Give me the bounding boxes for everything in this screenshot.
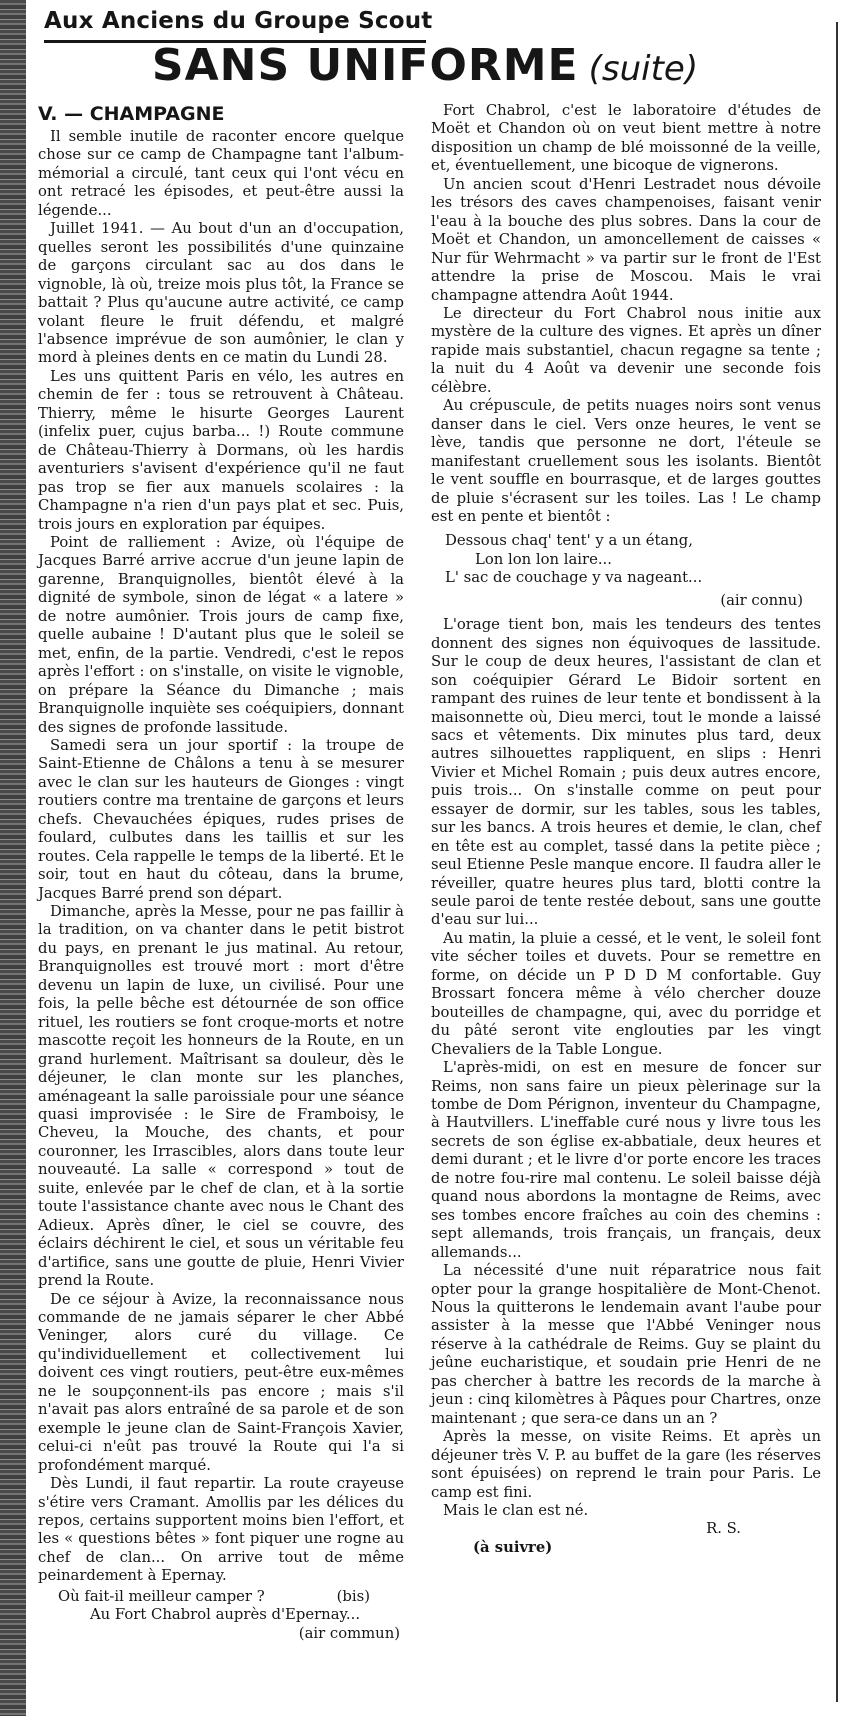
- section-kicker: Aux Anciens du Groupe Scout: [44, 8, 433, 34]
- verse-line: Au Fort Chabrol auprès d'Epernay...: [90, 1606, 361, 1624]
- author-signature: R. S.: [706, 1520, 741, 1538]
- paragraph: Au matin, la pluie a cessé, et le vent, le soleil font vite sécher toiles et duvets. Pour se remettre en forme, on décide un P D D M confortable. Guy Brossart foncera même à vélo chercher douze bouteilles de champagne, qui, avec du porridge et du pâté seront vite englouties par les vingt Chevaliers de la Table Longue.: [431, 929, 821, 1058]
- headline: [0, 40, 850, 91]
- verse-bis: (bis): [336, 1587, 370, 1605]
- paragraph: L'orage tient bon, mais les tendeurs des tentes donnent des signes non équivoques de lassitude. Sur le coup de deux heures, l'assistant de clan et son coéquipier Gérard Le Bidoir sortent en rampant des ruines de leur tente et bondissent à la maisonnette où, Dieu merci, tout le monde a laissé sacs et vêtements. Dix minutes plus tard, deux autres silhouettes rappliquent, en slips : Henri Vivier et Michel Romain ; puis deux autres encore, puis trois... On s'installe comme on peut pour essayer de dormir, sur les tables, sous les tables, sur les bancs. A trois heures et demie, le clan, chef en tête est au complet, tassé dans la petite pièce ; seul Etienne Pesle manque encore. Il faudra aller le réveiller, quatre heures plus tard, blotti contre la seule paroi de tente restée debout, sans une goutte d'eau sur lui...: [431, 616, 821, 929]
- song-note: (air connu): [720, 591, 803, 609]
- paragraph: Fort Chabrol, c'est le laboratoire d'études de Moët et Chandon où on veut bient mettre à notre disposition un champ de blé moissonné de la veille, et, éventuellement, une bicoque de vignerons.: [431, 102, 821, 175]
- paragraph: Au crépuscule, de petits nuages noirs sont venus danser dans le ciel. Vers onze heures, le vent se lève, tandis que personne ne dort, l'éteule se manifestant cruellement sous les isolants. Bientôt le vent souffle en bourrasque, et de larges gouttes de pluie s'écrasent sur les toiles. Las ! Le champ est en pente et bientôt :: [431, 397, 821, 525]
- headline-subtitle: (suite): [588, 49, 699, 89]
- paragraph: L'après-midi, on est en mesure de foncer sur Reims, non sans faire un pieux pèlerinage sur la tombe de Dom Pérignon, inventeur du Champagne, à Hautvillers. L'ineffable curé nous y livre tous les secrets de son église ex-abbatiale, deux heures et demi durant ; et le livre d'or porte encore les traces de notre fou-rire mal contenu. Le soleil baisse déjà quand nous abordons la montagne de Reims, avec ses tombes encore fraîches au coin des chemins : sept allemands, trois français, un français, deux allemands...: [431, 1059, 821, 1261]
- paragraph: Le directeur du Fort Chabrol nous initie aux mystère de la culture des vignes. Et après un dîner rapide mais substantiel, chacun regagne sa tente ; la nuit du 4 Août va devenir une seconde fois célèbre.: [431, 304, 821, 396]
- verse-text: Où fait-il meilleur camper ?: [58, 1587, 265, 1605]
- paragraph: La nécessité d'une nuit réparatrice nous fait opter pour la grange hospitalière de Mont-Chenot. Nous la quitterons le lendemain avant l'aube pour assister à la messe que l'Abbé Veninger nous réserve à la cathédrale de Reims. Guy se plaint du jeûne eucharistique, et soudain prie Henri de ne pas chercher à battre les records de la marche à jeun : cinq kilomètres à Pâques pour Chartres, onze maintenant ; que sera-ce dans un an ?: [431, 1262, 821, 1427]
- paragraph: De ce séjour à Avize, la reconnaissance nous commande de ne jamais séparer le cher Abbé Veninger, alors curé du village. Ce qu'individuellement et collectivement lui doivent ces vingt routiers, peut-être eux-mêmes ne le soupçonnent-ils pas encore ; mais s'il n'avait pas alors entraîné de sa parole et de son exemple le jeune clan de Saint-François Xavier, celui-ci n'eût pas trouvé la Route qui l'a si profondément marqué.: [38, 1290, 404, 1474]
- continued-note: (à suivre): [473, 1538, 553, 1556]
- paragraph: Il semble inutile de raconter encore quelque chose sur ce camp de Champagne tant l'album-mémorial a circulé, tant ceux qui l'ont vécu en ont retracé les épisodes, et peut-être aussi la légende...: [38, 128, 404, 219]
- column-rule: [836, 22, 838, 1702]
- paragraph: Mais le clan est né.: [443, 1501, 589, 1519]
- chapter-heading: V. — CHAMPAGNE: [38, 103, 225, 125]
- scan-left-edge: [0, 0, 26, 1716]
- left-column: [38, 102, 404, 1645]
- verse-line: [38, 1588, 404, 1606]
- paragraph: Après la messe, on visite Reims. Et après un déjeuner très V. P. au buffet de la gare (les réserves sont épuisées) on reprend le train pour Paris. Le camp est fini.: [431, 1428, 821, 1501]
- paragraph: Un ancien scout d'Henri Lestradet nous dévoile les trésors des caves champenoises, faisant venir l'eau à la bouche des plus sobres. Dans la cour de Moët et Chandon, un amoncellement de caisses « Nur für Wehrmacht » va partir sur le front de l'Est attendre la prise de Moscou. Mais le vrai champagne attendra Août 1944.: [431, 175, 821, 304]
- paragraph: Point de ralliement : Avize, où l'équipe de Jacques Barré arrive accrue d'un jeune lapin de garenne, Branquignolles, bientôt élevé à la dignité de symbole, sinon de légat « a latere » de notre aumônier. Trois jours de camp fixe, quelle aubaine ! D'autant plus que le soleil se met, enfin, de la partie. Vendredi, c'est le repos après l'effort : on s'installe, on visite le vignoble, on prépare la Séance du Dimanche ; mais Branquignolle inquiète ses coéquipiers, donnant des signes de profonde lassitude.: [38, 533, 404, 736]
- paragraph: Juillet 1941. — Au bout d'un an d'occupation, quelles seront les possibilités d'une quinzaine de garçons circulant sac au dos dans le vignoble, là où, treize mois plus tôt, la France se battait ? Plus qu'aucune autre activité, ce camp volant fleure le fruit défendu, et malgré l'absence imprévue de son aumônier, le clan y mord à pleines dents en ce matin du Lundi 28.: [38, 220, 404, 367]
- paragraph: Dimanche, après la Messe, pour ne pas faillir à la tradition, on va chanter dans le petit bistrot du pays, en prenant le jus matinal. Au retour, Branquignolles est trouvé mort : mort d'être devenu un lapin de luxe, un civilisé. Pour une fois, la pelle bêche est détournée de son office rituel, les routiers se font croque-morts et notre mascotte reçoit les honneurs de la Route, en un grand hurlement. Maîtrisant sa douleur, dès le déjeuner, le clan monte sur les planches, aménageant la salle paroissiale pour une séance quasi improvisée : le Sire de Framboisy, le Cheveu, la Mouche, des chants, et pour couronner, les Irrascibles, alors dans toute leur nouveauté. La salle « correspond » tout de suite, enlevée par le chef de clan, et à la sortie toute l'assistance chante avec nous le Chant des Adieux. Après dîner, le ciel se couvre, des éclairs déchirent le ciel, et sous un véritable feu d'artifice, sans une goutte de pluie, Henri Vivier prend la Route.: [38, 903, 404, 1290]
- paragraph: Dès Lundi, il faut repartir. La route crayeuse s'étire vers Cramant. Amollis par les délices du repos, certains supportent moins bien l'effort, et les « questions bêtes » font piquer une rogne au chef de clan... On arrive tout de même peinardement à Epernay.: [38, 1475, 404, 1585]
- verse-block: [38, 1588, 404, 1643]
- song-line: L' sac de couchage y va nageant...: [445, 569, 703, 587]
- headline-title: SANS UNIFORME: [151, 40, 579, 91]
- paragraph: Samedi sera un jour sportif : la troupe de Saint-Etienne de Châlons a tenu à se mesurer avec le clan sur les hauteurs de Gionges : vingt routiers contre ma trentaine de garçons et leurs chefs. Chevauchées épiques, rudes prises de foulard, culbutes dans les taillis et sur les routes. Cela rappelle le temps de la liberté. Et le soir, tout en haut du côteau, dans la brume, Jacques Barré prend son départ.: [38, 736, 404, 902]
- right-column: [431, 102, 821, 1557]
- paragraph: Les uns quittent Paris en vélo, les autres en chemin de fer : tous se retrouvent à Château. Thierry, même le hisurte Georges Laurent (infelix puer, cujus barba... !) Route commune de Château-Thierry à Dormans, où les hardis aventuriers s'avisent d'expérience qu'il ne faut pas trop se fier aux manuels scolaires : la Champagne n'a rien d'un pays plat et sec. Puis, trois jours en exploration par équipes.: [38, 367, 404, 533]
- verse-note: (air commun): [298, 1624, 400, 1642]
- song-line: Lon lon lon laire...: [475, 550, 612, 568]
- song-block: [431, 532, 821, 610]
- song-line: Dessous chaq' tent' y a un étang,: [445, 532, 693, 550]
